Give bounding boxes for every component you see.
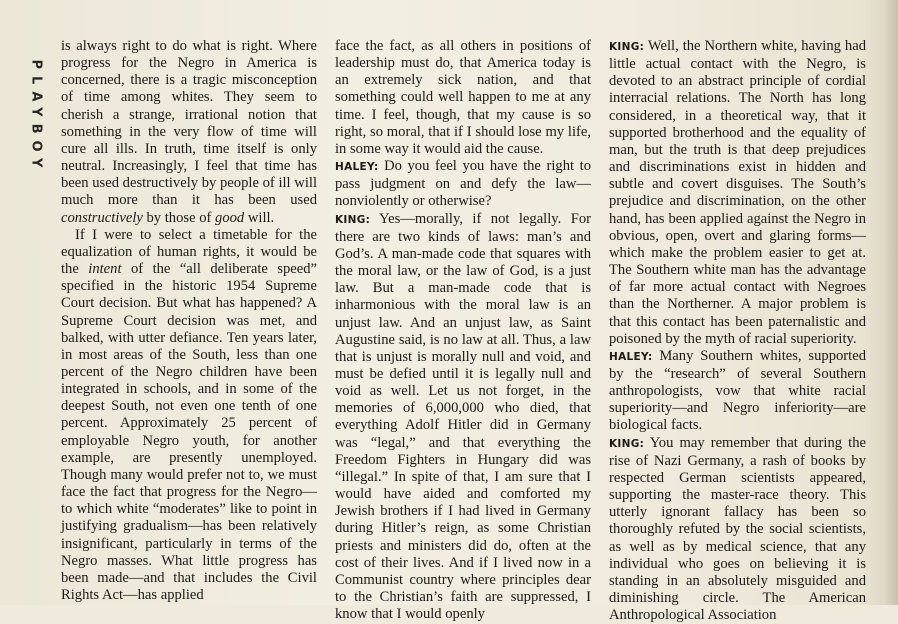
column-2 xyxy=(335,38,591,623)
text-run: You may remember that during the rise of Nazi Germany, a rash of books by respected German scientists appeared, supporting the master-race theory. This utterly ignorant fallacy has been so thoroughly refuted by the social scientists, as well as by medical science, that any individual who goes on believing it is standing in an absolutely misguided and diminishing circle. The American Anthropological Association xyxy=(609,434,866,624)
text-run: face the fact, as all others in positions of leadership must do, that America today is an extremely sick nation, and that something could well happen to me at any time. I feel, though, that my cause is so right, so moral, that if I should lose my life, in some way it would aid the cause. xyxy=(335,38,591,157)
column-3 xyxy=(609,38,866,624)
text-run: of the “all deliberate speed” specified in the historic 1954 Supreme Court decision. But what has happened? A Supreme Court decision was met, and balked, with utter defiance. Ten years later, in most areas of the South, less than one percent of the Negro children have been integrated in schools, and in some of the deepest South, not even one tenth of one percent. Approximately 25 percent of employable Negro youth, for another example, are presently unemployed. Though many would prefer not to, we must face the fact that progress for the Negro—to which white “moderates” like to point in justifying gradualism—has been relatively insignificant, particularly in terms of the Negro masses. What little progress has been made—and that includes the Civil Rights Act—has applied xyxy=(61,261,318,603)
paragraph xyxy=(609,348,866,435)
emphasis-text: intent xyxy=(88,261,122,278)
paragraph xyxy=(61,227,317,604)
text-run: by those of xyxy=(142,209,216,226)
paragraph xyxy=(335,158,591,210)
speaker-label: HALEY: xyxy=(609,350,653,363)
speaker-label: KING: xyxy=(609,437,645,450)
speaker-label: KING: xyxy=(609,41,645,53)
paragraph xyxy=(609,435,866,624)
text-run: Well, the Northern white, having had little actual contact with the Negro, is devoted to an abstract principle of cordial interracial relations. The North has long considered, in a theoretical way, that it supported brotherhood and the equality of man, but the truth is that deep prejudices and discriminations exist in hidden and subtle and covert disguises. The South’s prejudice and discrimination, on the other hand, has been applied against the Negro in obvious, open, overt and glaring forms—which make the problem easier to get at. The Southern white man has the advantage of far more actual contact with Negroes than the Northerner. A major problem is that this contact has been paternalistic and poisoned by the myth of racial superiority. xyxy=(609,38,866,347)
paragraph xyxy=(335,211,591,624)
text-run: is always right to do what is right. Where progress for the Negro in America is concerned, there is a tragic misconception of time among whites. They seem to cherish a strange, irrational notion that something in the very flow of time will cure all ills. In truth, time itself is only neutral. Increasingly, I feel that time has been used destructively by people of ill will much more than it has been used xyxy=(61,38,317,209)
text-run: will. xyxy=(244,209,275,226)
emphasis-text: constructively xyxy=(61,209,143,226)
column-1 xyxy=(61,38,317,604)
folio-text: PLAYBOY xyxy=(28,59,44,175)
speaker-label: HALEY: xyxy=(335,161,379,174)
paragraph xyxy=(609,38,866,348)
speaker-label: KING: xyxy=(335,213,371,226)
emphasis-text: good xyxy=(215,209,245,226)
paragraph xyxy=(335,38,591,158)
text-run: Do you feel you have the right to pass judgment on and defy the law—nonviolently or otherwise? xyxy=(335,158,591,210)
page-edge-shadow xyxy=(884,0,898,605)
text-run: Yes—morally, if not legally. For there are two kinds of laws: man’s and God’s. A man-made code that squares with the moral law, or the law of God, is a just law. But a man-made code that is inharmonious with the moral law is an unjust law. And an unjust law, as Saint Augustine said, is no law at all. Thus, a law that is unjust is morally null and void, and must be defied until it is legally null and void as well. Let us not forget, in the memories of 6,000,000 who died, that everything Adolf Hitler did in Germany was “legal,” and that everything the Freedom Fighters in Hungary did was “illegal.” In spite of that, I am sure that I would have aided and comforted my Jewish brothers if I had lived in Germany during Hitler’s reign, as some Christian priests and ministers did do, often at the cost of their lives. And if I lived now in a Communist country where principles dear to the Christian’s faith are suppressed, I know that I would openly xyxy=(335,210,591,623)
folio xyxy=(27,42,45,192)
text-run: If I were to select a timetable for the equalization of human rights, it would be the xyxy=(61,226,317,278)
paragraph xyxy=(61,38,317,227)
text-run: Many Southern whites, supported by the “research” of several Southern anthropologists, vow that white racial superiority—and Negro inferiority—are biological facts. xyxy=(609,347,866,434)
